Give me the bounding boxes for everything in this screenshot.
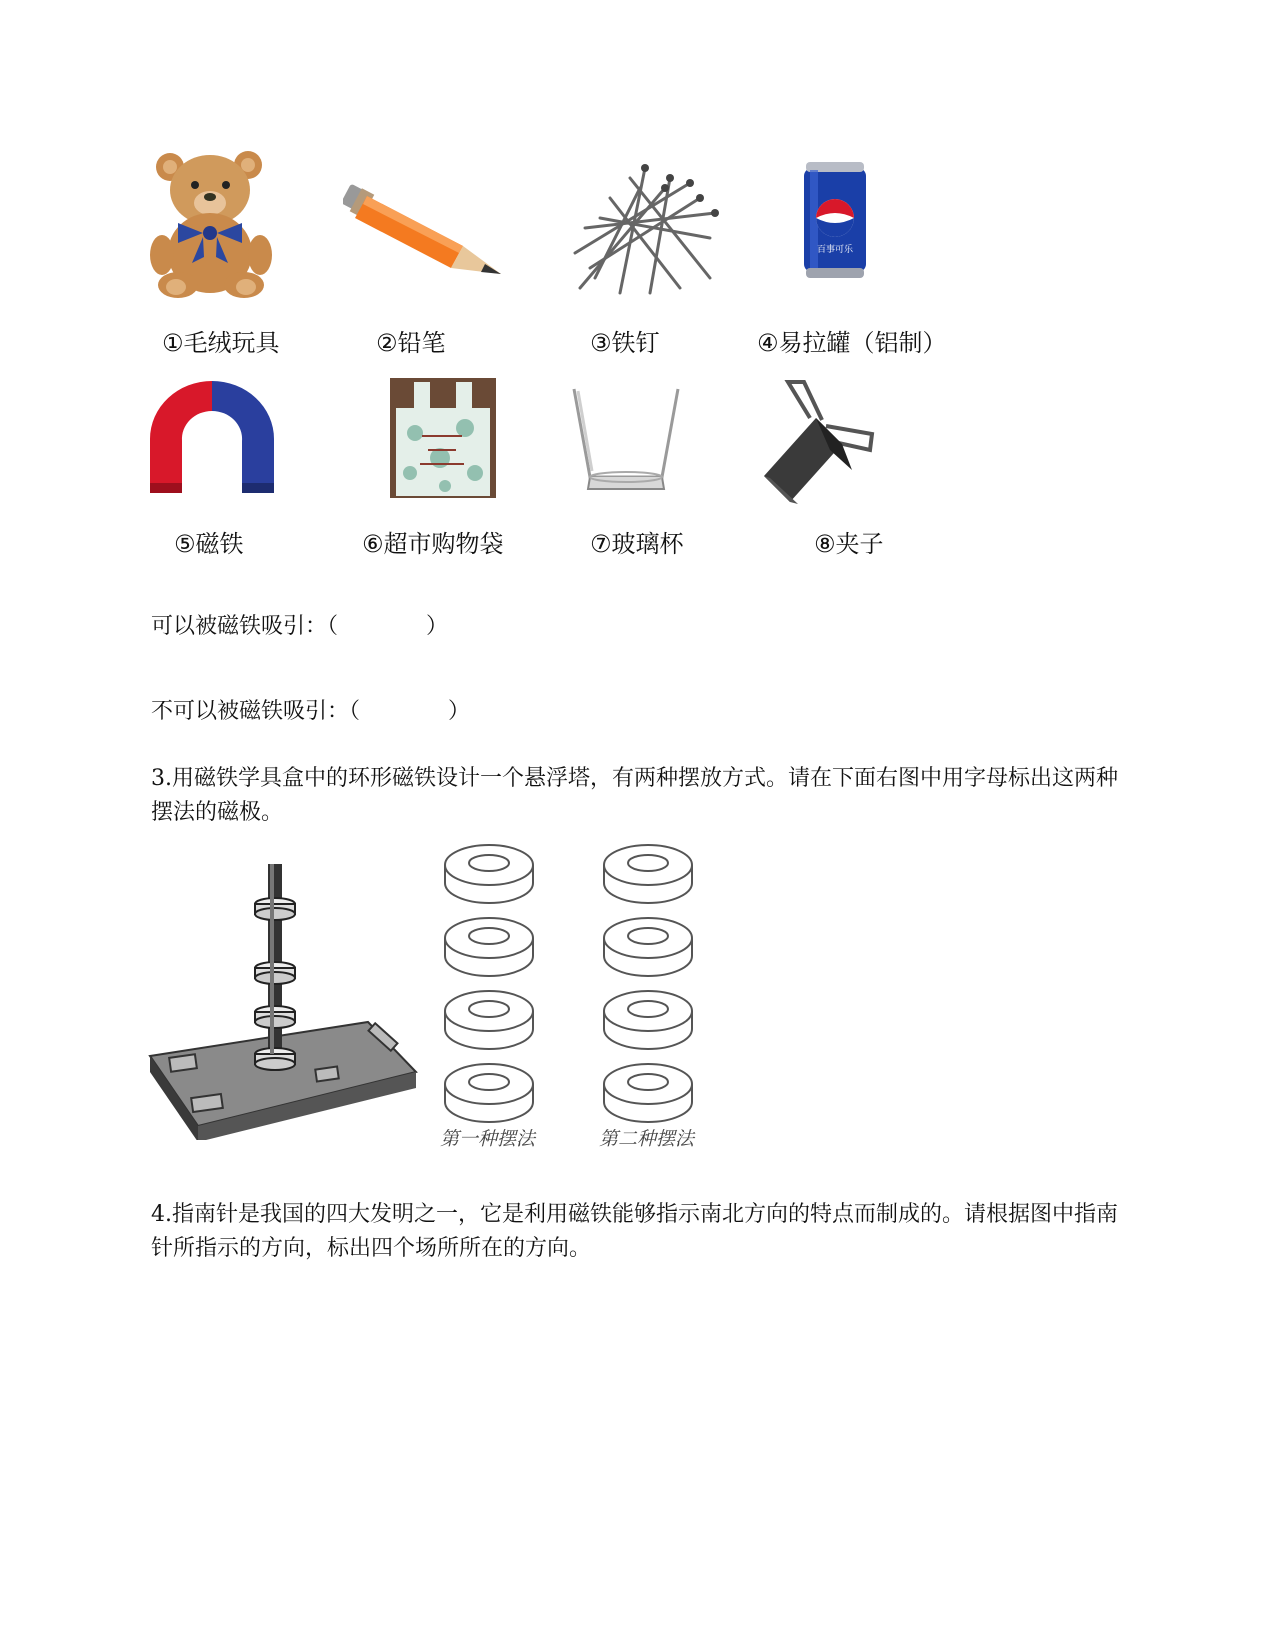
method-1-caption: 第一种摆法 bbox=[440, 1128, 536, 1150]
ring-magnet-stack-1 bbox=[440, 843, 538, 1123]
question-3-text: 3.用磁铁学具盒中的环形磁铁设计一个悬浮塔，有两种摆放方式。请在下面右图中用字母标出这两种摆法的磁极。 bbox=[151, 766, 1118, 825]
question-4-text: 4.指南针是我国的四大发明之一，它是利用磁铁能够指示南北方向的特点而制成的。请根据图中指南针所指示的方向，标出四个场所所在的方向。 bbox=[151, 1202, 1118, 1261]
item-label-5: ⑤磁铁 bbox=[174, 530, 244, 558]
item-label-6: ⑥超市购物袋 bbox=[362, 530, 504, 558]
aluminum-can-icon bbox=[800, 160, 870, 280]
iron-nails-icon bbox=[570, 158, 720, 298]
method-2-caption: 第二种摆法 bbox=[599, 1128, 695, 1150]
levitation-tower-icon bbox=[146, 860, 422, 1140]
binder-clip-icon bbox=[760, 378, 878, 506]
shopping-bag-icon bbox=[390, 378, 496, 498]
horseshoe-magnet-icon bbox=[146, 375, 278, 500]
answer-not-attract: 不可以被磁铁吸引：（ ） bbox=[151, 699, 471, 724]
teddy-bear-icon bbox=[148, 145, 278, 300]
item-label-7: ⑦玻璃杯 bbox=[590, 530, 684, 558]
item-label-1: ①毛绒玩具 bbox=[162, 329, 280, 357]
can-logo-text: 百事可乐 bbox=[816, 245, 854, 255]
glass-cup-icon bbox=[570, 385, 682, 493]
answer-attract: 可以被磁铁吸引：（ ） bbox=[151, 614, 449, 639]
ring-magnet-stack-2 bbox=[599, 843, 697, 1123]
pencil-icon bbox=[343, 178, 505, 278]
item-label-2: ②铅笔 bbox=[376, 329, 446, 357]
item-label-3: ③铁钉 bbox=[590, 329, 660, 357]
item-label-4: ④易拉罐（铝制） bbox=[757, 329, 947, 357]
item-label-8: ⑧夹子 bbox=[814, 530, 884, 558]
